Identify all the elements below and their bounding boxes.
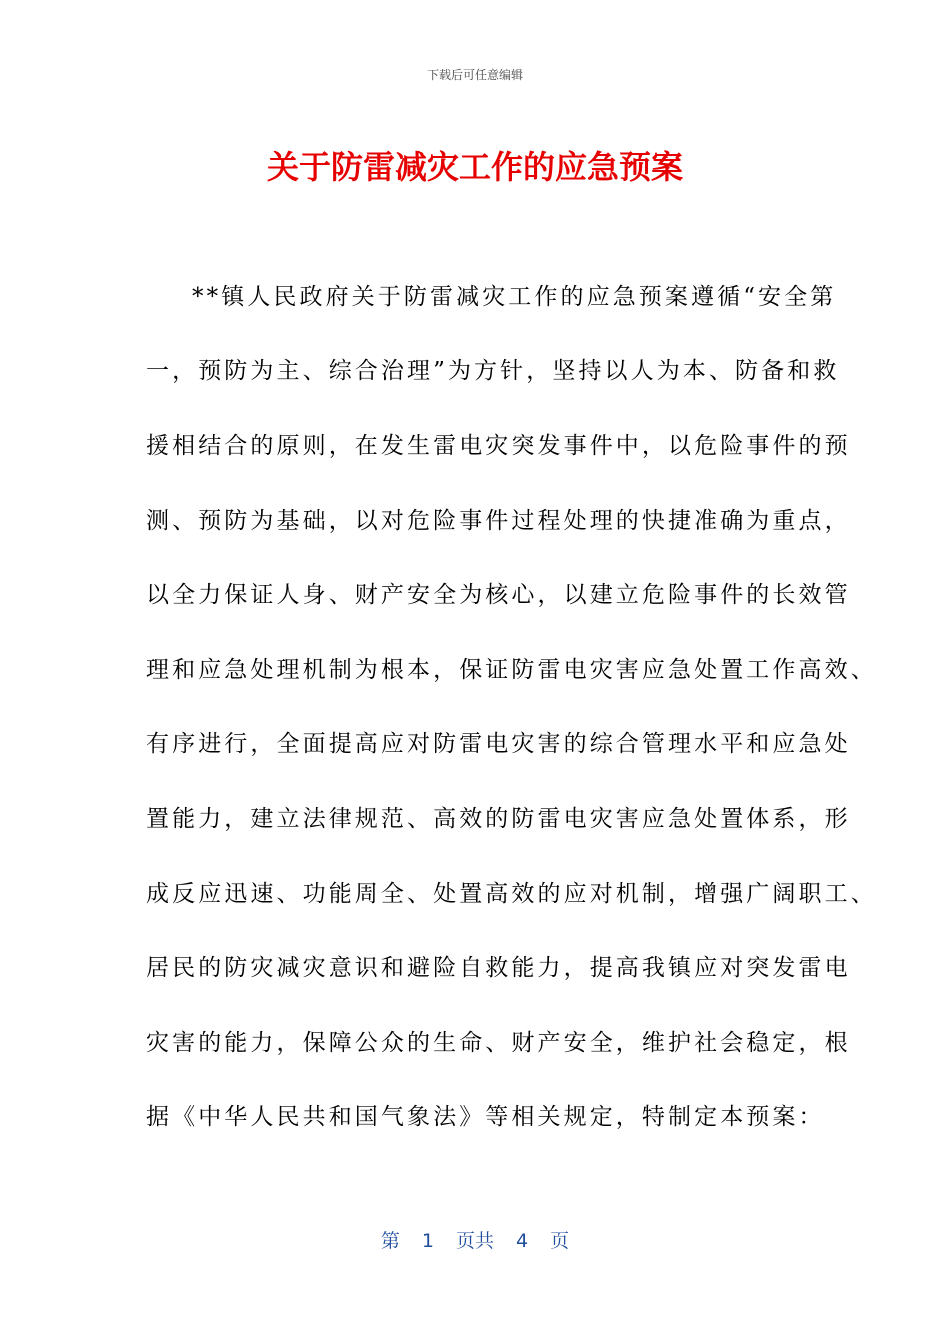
paragraph-line: 理和应急处理机制为根本，保证防雷电灾害应急处置工作高效、 [146, 657, 877, 683]
footer-middle: 页共 [455, 1230, 494, 1252]
paragraph-line: 置能力，建立法律规范、高效的防雷电灾害应急处置体系，形 [146, 806, 851, 832]
paragraph-line: 居民的防灾减灾意识和避险自救能力，提高我镇应对突发雷电 [146, 955, 851, 981]
paragraph-line: 据《中华人民共和国气象法》等相关规定，特制定本预案： [146, 1104, 825, 1130]
page-footer [0, 1226, 950, 1253]
paragraph-line: 以全力保证人身、财产安全为核心，以建立危险事件的长效管 [146, 582, 851, 608]
paragraph-line: 一，预防为主、综合治理”为方针，坚持以人为本、防备和救 [146, 358, 840, 384]
footer-suffix: 页 [550, 1230, 570, 1252]
paragraph-line: 援相结合的原则，在发生雷电灾突发事件中，以危险事件的预 [146, 433, 851, 459]
footer-prefix: 第 [380, 1230, 400, 1252]
paragraph-line: 灾害的能力，保障公众的生命、财产安全，维护社会稳定，根 [146, 1030, 851, 1056]
paragraph-line: 测、预防为基础，以对危险事件过程处理的快捷准确为重点， [146, 508, 851, 534]
paragraph-line: 成反应迅速、功能周全、处置高效的应对机制，增强广阔职工、 [146, 881, 877, 907]
header-note: 下载后可任意编辑 [426, 68, 523, 82]
footer-total-pages: 4 [516, 1230, 529, 1252]
document-title: 关于防雷减灾工作的应急预案 [266, 148, 683, 186]
paragraph-line: 有序进行，全面提高应对防雷电灾害的综合管理水平和应急处 [146, 731, 851, 757]
footer-page-number: 1 [421, 1230, 434, 1252]
paragraph-line: **镇人民政府关于防雷减灾工作的应急预案遵循“安全第 [192, 284, 837, 310]
